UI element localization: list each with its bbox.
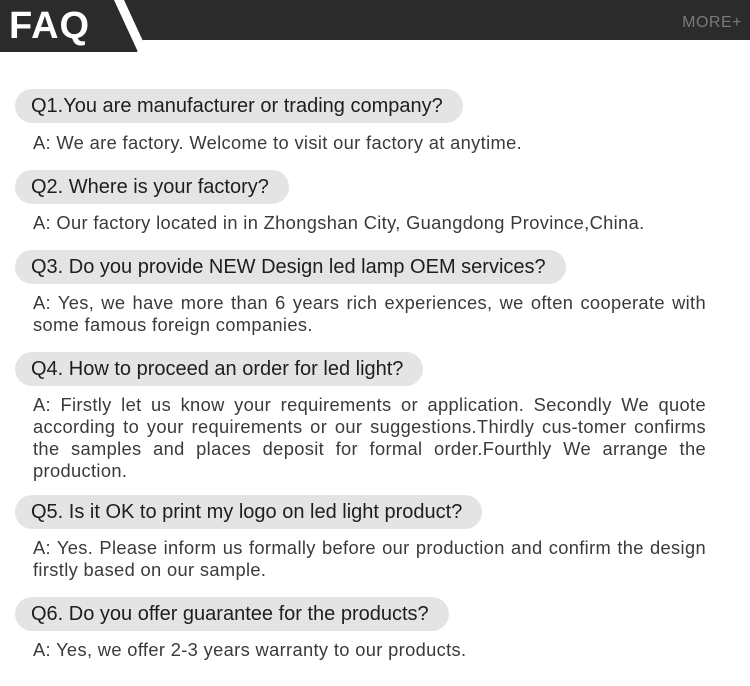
faq-answer: A: Yes, we offer 2-3 years warranty to our products.: [33, 639, 467, 660]
page-title: FAQ: [9, 5, 91, 47]
faq-question: Q2. Where is your factory?: [15, 170, 289, 204]
faq-question: Q5. Is it OK to print my logo on led light product?: [15, 495, 482, 529]
faq-answer: A: Yes. Please inform us formally before our production and confirm the design firstly based on our sample.: [33, 537, 706, 580]
faq-question: Q4. How to proceed an order for led light?: [15, 352, 423, 386]
header-banner: [0, 0, 750, 52]
faq-answer: A: We are factory. Welcome to visit our factory at anytime.: [33, 132, 523, 153]
faq-answer: A: Our factory located in in Zhongshan City, Guangdong Province,China.: [33, 212, 645, 233]
faq-header: [0, 0, 750, 52]
faq-question: Q6. Do you offer guarantee for the products?: [15, 597, 449, 631]
faq-question: Q1.You are manufacturer or trading company?: [15, 89, 463, 123]
faq-answer: A: Yes, we have more than 6 years rich experiences, we often cooperate with some famous foreign companies.: [33, 292, 706, 335]
faq-answer: A: Firstly let us know your requirements or application. Secondly We quote according to your requirements or our suggestions.Thirdly cus-tomer confirms the samples and places deposit for formal order.Fourthly We arrange the production.: [33, 394, 706, 481]
faq-question: Q3. Do you provide NEW Design led lamp OEM services?: [15, 250, 566, 284]
more-link[interactable]: MORE+: [682, 14, 742, 31]
